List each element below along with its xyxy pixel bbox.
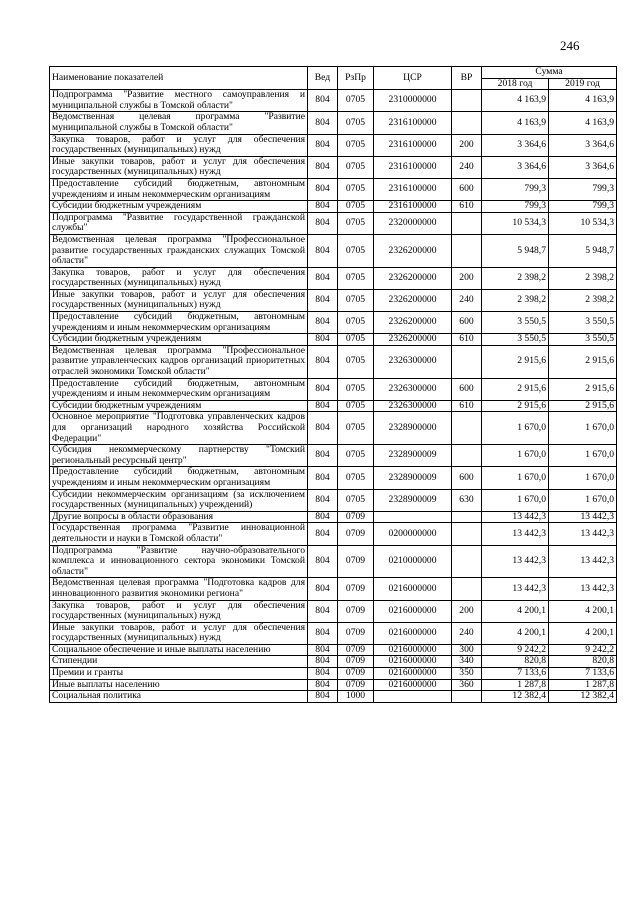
cell-ved: 804 [308, 523, 338, 545]
table-header [50, 67, 617, 90]
cell-rzpr: 0709 [338, 622, 374, 644]
cell-csr [374, 691, 452, 703]
cell-name: Закупка товаров, работ и услуг для обеспечения государственных (муниципальных) нужд [50, 267, 308, 289]
cell-2018: 3 550,5 [482, 312, 549, 334]
table-row [50, 400, 617, 412]
cell-csr [374, 511, 452, 523]
cell-2019: 3 364,6 [549, 156, 617, 178]
cell-2019: 13 442,3 [549, 523, 617, 545]
cell-2019: 799,3 [549, 178, 617, 200]
cell-ved: 804 [308, 679, 338, 691]
cell-name: Иные закупки товаров, работ и услуг для обеспечения государственных (муниципальных) нужд [50, 156, 308, 178]
cell-name: Субсидии бюджетным учреждениям [50, 400, 308, 412]
cell-2019: 7 133,6 [549, 668, 617, 680]
cell-ved: 804 [308, 378, 338, 400]
table-row [50, 622, 617, 644]
cell-vr: 200 [452, 600, 482, 622]
header-name: Наименование показателей [50, 67, 308, 90]
table-row [50, 90, 617, 112]
table-row [50, 201, 617, 213]
cell-ved: 804 [308, 644, 338, 656]
cell-csr: 2326300000 [374, 378, 452, 400]
cell-ved: 804 [308, 156, 338, 178]
cell-vr: 360 [452, 679, 482, 691]
header-2019: 2019 год [549, 78, 617, 90]
cell-2018: 3 364,6 [482, 156, 549, 178]
cell-2019: 13 442,3 [549, 511, 617, 523]
cell-2018: 1 670,0 [482, 467, 549, 489]
cell-ved: 804 [308, 545, 338, 578]
cell-2019: 4 163,9 [549, 90, 617, 112]
cell-2018: 799,3 [482, 201, 549, 213]
cell-csr: 0216000000 [374, 578, 452, 600]
cell-rzpr: 0709 [338, 679, 374, 691]
table-row [50, 412, 617, 445]
cell-csr: 2328900000 [374, 412, 452, 445]
cell-csr: 2326200000 [374, 334, 452, 346]
cell-csr: 0216000000 [374, 679, 452, 691]
cell-csr: 2316100000 [374, 134, 452, 156]
cell-2019: 2 915,6 [549, 378, 617, 400]
cell-ved: 804 [308, 334, 338, 346]
cell-name: Субсидия некоммерческому партнерству "Томский региональный ресурсный центр" [50, 445, 308, 467]
cell-2019: 5 948,7 [549, 234, 617, 267]
cell-name: Предоставление субсидий бюджетным, автономным учреждениям и иным некоммерческим организациям [50, 178, 308, 200]
page-number: 246 [560, 38, 580, 53]
cell-2018: 13 442,3 [482, 511, 549, 523]
cell-2018: 13 442,3 [482, 578, 549, 600]
cell-name: Иные закупки товаров, работ и услуг для обеспечения государственных (муниципальных) нужд [50, 622, 308, 644]
table-row [50, 267, 617, 289]
cell-csr: 2316100000 [374, 201, 452, 213]
table-row [50, 545, 617, 578]
cell-vr: 240 [452, 156, 482, 178]
cell-2018: 1 670,0 [482, 489, 549, 511]
cell-vr [452, 578, 482, 600]
cell-ved: 804 [308, 511, 338, 523]
cell-rzpr: 0709 [338, 545, 374, 578]
cell-ved: 804 [308, 622, 338, 644]
cell-rzpr: 0705 [338, 345, 374, 378]
cell-2018: 12 382,4 [482, 691, 549, 703]
cell-ved: 804 [308, 112, 338, 134]
cell-2018: 13 442,3 [482, 545, 549, 578]
cell-csr: 2326200000 [374, 312, 452, 334]
cell-vr [452, 511, 482, 523]
cell-vr: 200 [452, 267, 482, 289]
table-row [50, 312, 617, 334]
cell-rzpr: 0705 [338, 134, 374, 156]
cell-2018: 820,8 [482, 656, 549, 668]
cell-rzpr: 0709 [338, 511, 374, 523]
cell-rzpr: 0705 [338, 467, 374, 489]
header-sum: Сумма [482, 67, 617, 79]
cell-vr: 240 [452, 622, 482, 644]
cell-2018: 2 915,6 [482, 345, 549, 378]
cell-name: Подпрограмма "Развитие местного самоуправления и муниципальной службы в Томской области" [50, 90, 308, 112]
cell-csr: 2310000000 [374, 90, 452, 112]
cell-2018: 13 442,3 [482, 523, 549, 545]
cell-rzpr: 0705 [338, 267, 374, 289]
cell-name: Ведомственная целевая программа "Профессиональное развитие государственных гражданских служащих Томской области" [50, 234, 308, 267]
header-rzpr: РзПр [338, 67, 374, 90]
cell-rzpr: 0705 [338, 90, 374, 112]
cell-rzpr: 0705 [338, 178, 374, 200]
cell-2019: 4 200,1 [549, 622, 617, 644]
cell-name: Подпрограмма "Развитие государственной гражданской службы" [50, 212, 308, 234]
cell-csr: 2326300000 [374, 400, 452, 412]
cell-2019: 13 442,3 [549, 578, 617, 600]
cell-ved: 804 [308, 656, 338, 668]
cell-name: Закупка товаров, работ и услуг для обеспечения государственных (муниципальных) нужд [50, 600, 308, 622]
header-vr: ВР [452, 67, 482, 90]
table-row [50, 156, 617, 178]
cell-2019: 3 550,5 [549, 312, 617, 334]
cell-2019: 2 915,6 [549, 400, 617, 412]
cell-rzpr: 0709 [338, 578, 374, 600]
cell-rzpr: 0705 [338, 412, 374, 445]
header-ved: Вед [308, 67, 338, 90]
cell-rzpr: 1000 [338, 691, 374, 703]
cell-vr: 600 [452, 378, 482, 400]
cell-vr [452, 691, 482, 703]
cell-2019: 2 915,6 [549, 345, 617, 378]
cell-2018: 4 163,9 [482, 90, 549, 112]
cell-vr: 600 [452, 178, 482, 200]
cell-name: Ведомственная целевая программа "Развитие муниципальной службы в Томской области" [50, 112, 308, 134]
table-row [50, 212, 617, 234]
cell-ved: 804 [308, 267, 338, 289]
cell-csr: 0216000000 [374, 622, 452, 644]
cell-vr [452, 412, 482, 445]
cell-2018: 2 915,6 [482, 378, 549, 400]
cell-rzpr: 0705 [338, 212, 374, 234]
cell-vr [452, 545, 482, 578]
cell-csr: 2328900009 [374, 445, 452, 467]
cell-name: Субсидии некоммерческим организациям (за исключением государственных (муниципальных) учреждений) [50, 489, 308, 511]
cell-ved: 804 [308, 134, 338, 156]
cell-name: Социальная политика [50, 691, 308, 703]
table-row [50, 679, 617, 691]
cell-2019: 3 550,5 [549, 334, 617, 346]
cell-vr [452, 90, 482, 112]
cell-vr: 610 [452, 201, 482, 213]
cell-ved: 804 [308, 578, 338, 600]
cell-csr: 0216000000 [374, 668, 452, 680]
cell-name: Основное мероприятие "Подготовка управленческих кадров для организаций народного хозяйства Российской Федерации" [50, 412, 308, 445]
cell-2018: 1 287,8 [482, 679, 549, 691]
cell-csr: 2320000000 [374, 212, 452, 234]
cell-csr: 0216000000 [374, 600, 452, 622]
cell-rzpr: 0709 [338, 523, 374, 545]
cell-2018: 7 133,6 [482, 668, 549, 680]
table-row [50, 656, 617, 668]
cell-name: Предоставление субсидий бюджетным, автономным учреждениям и иным некоммерческим организациям [50, 378, 308, 400]
cell-2018: 4 200,1 [482, 622, 549, 644]
table-row [50, 691, 617, 703]
cell-2019: 1 670,0 [549, 467, 617, 489]
cell-vr: 350 [452, 668, 482, 680]
cell-2019: 1 670,0 [549, 412, 617, 445]
cell-csr: 0216000000 [374, 656, 452, 668]
cell-vr: 610 [452, 400, 482, 412]
cell-ved: 804 [308, 445, 338, 467]
cell-name: Стипендии [50, 656, 308, 668]
table-row [50, 345, 617, 378]
table-row [50, 112, 617, 134]
cell-2018: 1 670,0 [482, 445, 549, 467]
cell-name: Ведомственная целевая программа "Подготовка кадров для инновационного развития экономики региона" [50, 578, 308, 600]
cell-name: Предоставление субсидий бюджетным, автономным учреждениям и иным некоммерческим организациям [50, 312, 308, 334]
cell-vr [452, 212, 482, 234]
table-row [50, 334, 617, 346]
table-row [50, 578, 617, 600]
cell-2018: 3 364,6 [482, 134, 549, 156]
cell-2018: 2 398,2 [482, 267, 549, 289]
cell-ved: 804 [308, 412, 338, 445]
cell-name: Другие вопросы в области образования [50, 511, 308, 523]
table-row [50, 289, 617, 311]
table-row [50, 378, 617, 400]
cell-rzpr: 0705 [338, 312, 374, 334]
cell-ved: 804 [308, 234, 338, 267]
cell-rzpr: 0705 [338, 112, 374, 134]
cell-rzpr: 0705 [338, 445, 374, 467]
cell-name: Подпрограмма "Развитие научно-образовательного комплекса и инновационного сектора экономики Томской области" [50, 545, 308, 578]
cell-vr [452, 234, 482, 267]
cell-2019: 3 364,6 [549, 134, 617, 156]
cell-csr: 2326300000 [374, 345, 452, 378]
cell-vr [452, 345, 482, 378]
table-row [50, 600, 617, 622]
budget-table [49, 66, 617, 703]
cell-2019: 2 398,2 [549, 267, 617, 289]
table-row [50, 467, 617, 489]
cell-rzpr: 0705 [338, 378, 374, 400]
cell-ved: 804 [308, 691, 338, 703]
cell-csr: 2328900009 [374, 489, 452, 511]
cell-rzpr: 0705 [338, 156, 374, 178]
cell-name: Субсидии бюджетным учреждениям [50, 201, 308, 213]
cell-csr: 2316100000 [374, 112, 452, 134]
cell-vr: 240 [452, 289, 482, 311]
cell-name: Иные выплаты населению [50, 679, 308, 691]
cell-rzpr: 0705 [338, 234, 374, 267]
cell-vr [452, 445, 482, 467]
cell-ved: 804 [308, 312, 338, 334]
table-row [50, 234, 617, 267]
table-row [50, 134, 617, 156]
cell-2018: 3 550,5 [482, 334, 549, 346]
cell-2018: 799,3 [482, 178, 549, 200]
cell-vr: 340 [452, 656, 482, 668]
cell-2019: 1 670,0 [549, 489, 617, 511]
table-row [50, 644, 617, 656]
cell-2019: 12 382,4 [549, 691, 617, 703]
cell-rzpr: 0705 [338, 201, 374, 213]
cell-csr: 2316100000 [374, 156, 452, 178]
cell-ved: 804 [308, 668, 338, 680]
cell-rzpr: 0709 [338, 668, 374, 680]
cell-name: Предоставление субсидий бюджетным, автономным учреждениям и иным некоммерческим организациям [50, 467, 308, 489]
cell-rzpr: 0705 [338, 334, 374, 346]
cell-csr: 2316100000 [374, 178, 452, 200]
cell-vr: 630 [452, 489, 482, 511]
table-body [50, 90, 617, 703]
cell-2019: 1 670,0 [549, 445, 617, 467]
cell-ved: 804 [308, 345, 338, 378]
cell-ved: 804 [308, 178, 338, 200]
cell-2019: 1 287,8 [549, 679, 617, 691]
cell-2018: 4 200,1 [482, 600, 549, 622]
header-csr: ЦСР [374, 67, 452, 90]
cell-2018: 9 242,2 [482, 644, 549, 656]
cell-csr: 0216000000 [374, 644, 452, 656]
cell-2018: 2 915,6 [482, 400, 549, 412]
header-2018: 2018 год [482, 78, 549, 90]
cell-rzpr: 0705 [338, 289, 374, 311]
cell-rzpr: 0705 [338, 489, 374, 511]
cell-2019: 13 442,3 [549, 545, 617, 578]
table-row [50, 178, 617, 200]
cell-name: Иные закупки товаров, работ и услуг для обеспечения государственных (муниципальных) нужд [50, 289, 308, 311]
cell-rzpr: 0709 [338, 656, 374, 668]
cell-vr: 300 [452, 644, 482, 656]
cell-name: Премии и гранты [50, 668, 308, 680]
cell-name: Ведомственная целевая программа "Профессиональное развитие управленческих кадров организаций приоритетных отраслей экономики Томской области" [50, 345, 308, 378]
cell-name: Субсидии бюджетным учреждениям [50, 334, 308, 346]
cell-csr: 0210000000 [374, 545, 452, 578]
table-row [50, 489, 617, 511]
cell-rzpr: 0709 [338, 644, 374, 656]
cell-2018: 10 534,3 [482, 212, 549, 234]
cell-2019: 4 163,9 [549, 112, 617, 134]
cell-2018: 5 948,7 [482, 234, 549, 267]
cell-vr: 610 [452, 334, 482, 346]
cell-vr: 200 [452, 134, 482, 156]
cell-2019: 10 534,3 [549, 212, 617, 234]
cell-ved: 804 [308, 289, 338, 311]
cell-2019: 799,3 [549, 201, 617, 213]
cell-2018: 1 670,0 [482, 412, 549, 445]
cell-name: Социальное обеспечение и иные выплаты населению [50, 644, 308, 656]
cell-rzpr: 0709 [338, 600, 374, 622]
table-row [50, 668, 617, 680]
cell-2018: 2 398,2 [482, 289, 549, 311]
cell-vr: 600 [452, 467, 482, 489]
cell-ved: 804 [308, 201, 338, 213]
cell-rzpr: 0705 [338, 400, 374, 412]
cell-2019: 4 200,1 [549, 600, 617, 622]
cell-vr [452, 523, 482, 545]
cell-ved: 804 [308, 90, 338, 112]
cell-name: Закупка товаров, работ и услуг для обеспечения государственных (муниципальных) нужд [50, 134, 308, 156]
table-row [50, 523, 617, 545]
cell-vr [452, 112, 482, 134]
cell-ved: 804 [308, 600, 338, 622]
cell-2019: 2 398,2 [549, 289, 617, 311]
cell-2018: 4 163,9 [482, 112, 549, 134]
table-row [50, 445, 617, 467]
cell-csr: 2326200000 [374, 234, 452, 267]
cell-name: Государственная программа "Развитие инновационной деятельности и науки в Томской области" [50, 523, 308, 545]
cell-csr: 2326200000 [374, 289, 452, 311]
cell-ved: 804 [308, 400, 338, 412]
cell-csr: 2328900009 [374, 467, 452, 489]
cell-csr: 0200000000 [374, 523, 452, 545]
table-row [50, 511, 617, 523]
cell-ved: 804 [308, 467, 338, 489]
cell-2019: 9 242,2 [549, 644, 617, 656]
cell-ved: 804 [308, 489, 338, 511]
cell-vr: 600 [452, 312, 482, 334]
cell-2019: 820,8 [549, 656, 617, 668]
cell-csr: 2326200000 [374, 267, 452, 289]
cell-ved: 804 [308, 212, 338, 234]
